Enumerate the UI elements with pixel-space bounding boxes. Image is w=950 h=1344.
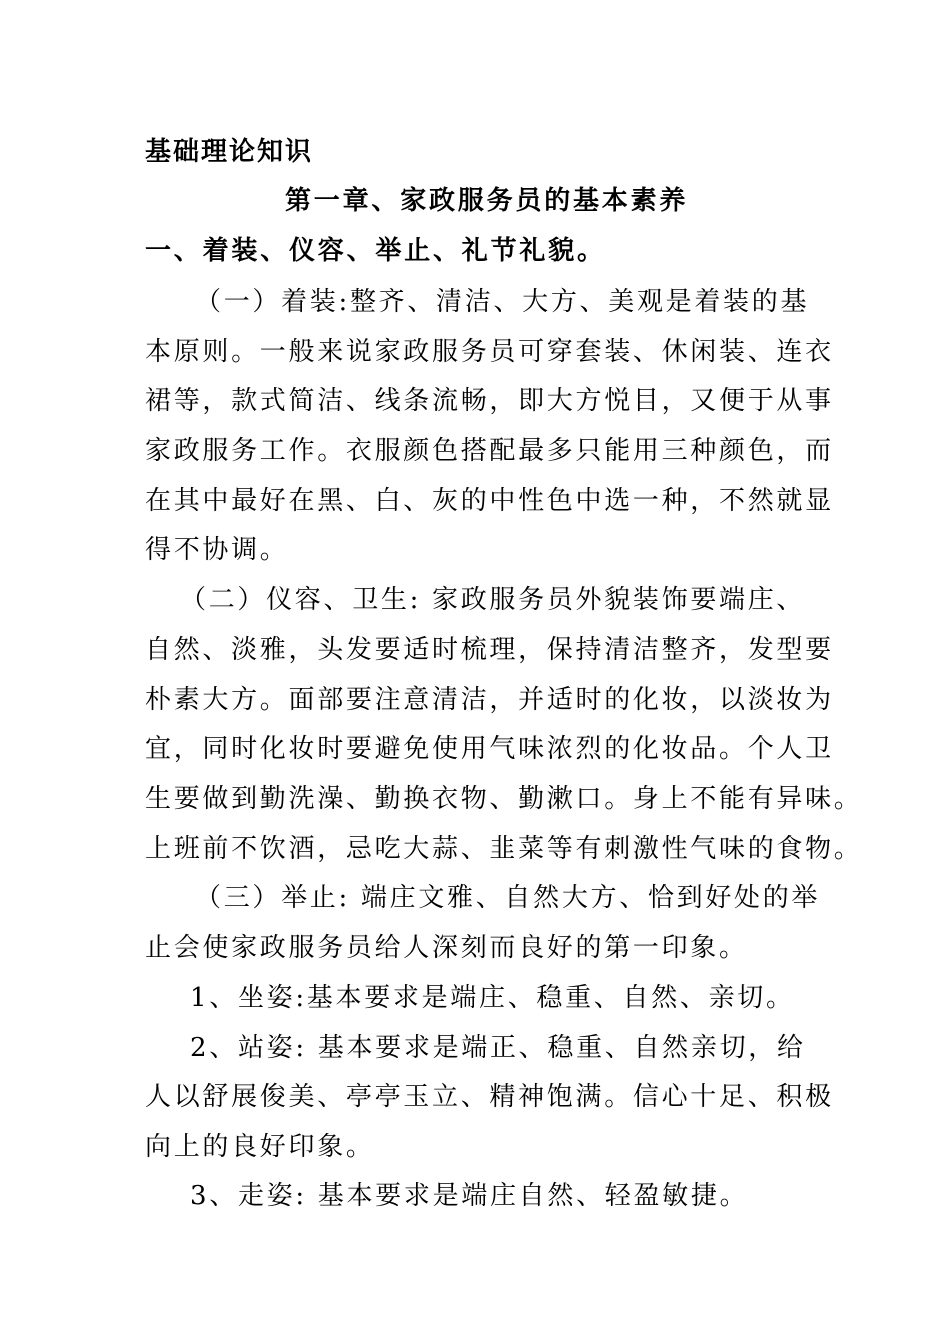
body-line: 在其中最好在黑、白、灰的中性色中选一种，不然就显 — [145, 486, 834, 516]
body-line: 朴素大方。面部要注意清洁，并适时的化妆，以淡妆为 — [145, 685, 834, 715]
body-line: 本原则。一般来说家政服务员可穿套装、休闲装、连衣 — [145, 337, 834, 367]
body-line: 向上的良好印象。 — [145, 1132, 375, 1162]
body-line: 裙等，款式简洁、线条流畅，即大方悦目，又便于从事 — [145, 386, 834, 416]
body-line: 上班前不饮酒，忌吃大蒜、韭菜等有刺激性气味的食物。 — [145, 834, 863, 864]
body-line: 人以舒展俊美、亭亭玉立、精神饱满。信心十足、积极 — [145, 1082, 834, 1112]
body-line: （二）仪容、卫生: 家政服务员外貌装饰要端庄、 — [180, 585, 806, 615]
body-line: （三）举止: 端庄文雅、自然大方、恰到好处的举 — [195, 883, 821, 913]
body-line: 自然、淡雅，头发要适时梳理，保持清洁整齐，发型要 — [145, 635, 834, 665]
body-line: 3、走姿: 基本要求是端庄自然、轻盈敏捷。 — [190, 1181, 749, 1211]
body-line: 家政服务工作。衣服颜色搭配最多只能用三种颜色，而 — [145, 436, 834, 466]
body-line: 宜，同时化妆时要避免使用气味浓烈的化妆品。个人卫 — [145, 734, 834, 764]
body-line: 生要做到勤洗澡、勤换衣物、勤漱口。身上不能有异味。 — [145, 784, 863, 814]
body-line: 止会使家政服务员给人深刻而良好的第一印象。 — [145, 933, 748, 963]
section-heading: 一、着装、仪容、举止、礼节礼貌。 — [145, 236, 606, 266]
body-line: （一）着装:整齐、清洁、大方、美观是着装的基 — [195, 287, 810, 317]
body-line: 得不协调。 — [145, 535, 289, 565]
body-line: 1、坐姿:基本要求是端庄、稳重、自然、亲切。 — [190, 983, 795, 1013]
body-line: 2、站姿: 基本要求是端正、稳重、自然亲切，给 — [190, 1033, 806, 1063]
document-title: 基础理论知识 — [145, 137, 314, 167]
chapter-heading: 第一章、家政服务员的基本素养 — [285, 186, 689, 216]
